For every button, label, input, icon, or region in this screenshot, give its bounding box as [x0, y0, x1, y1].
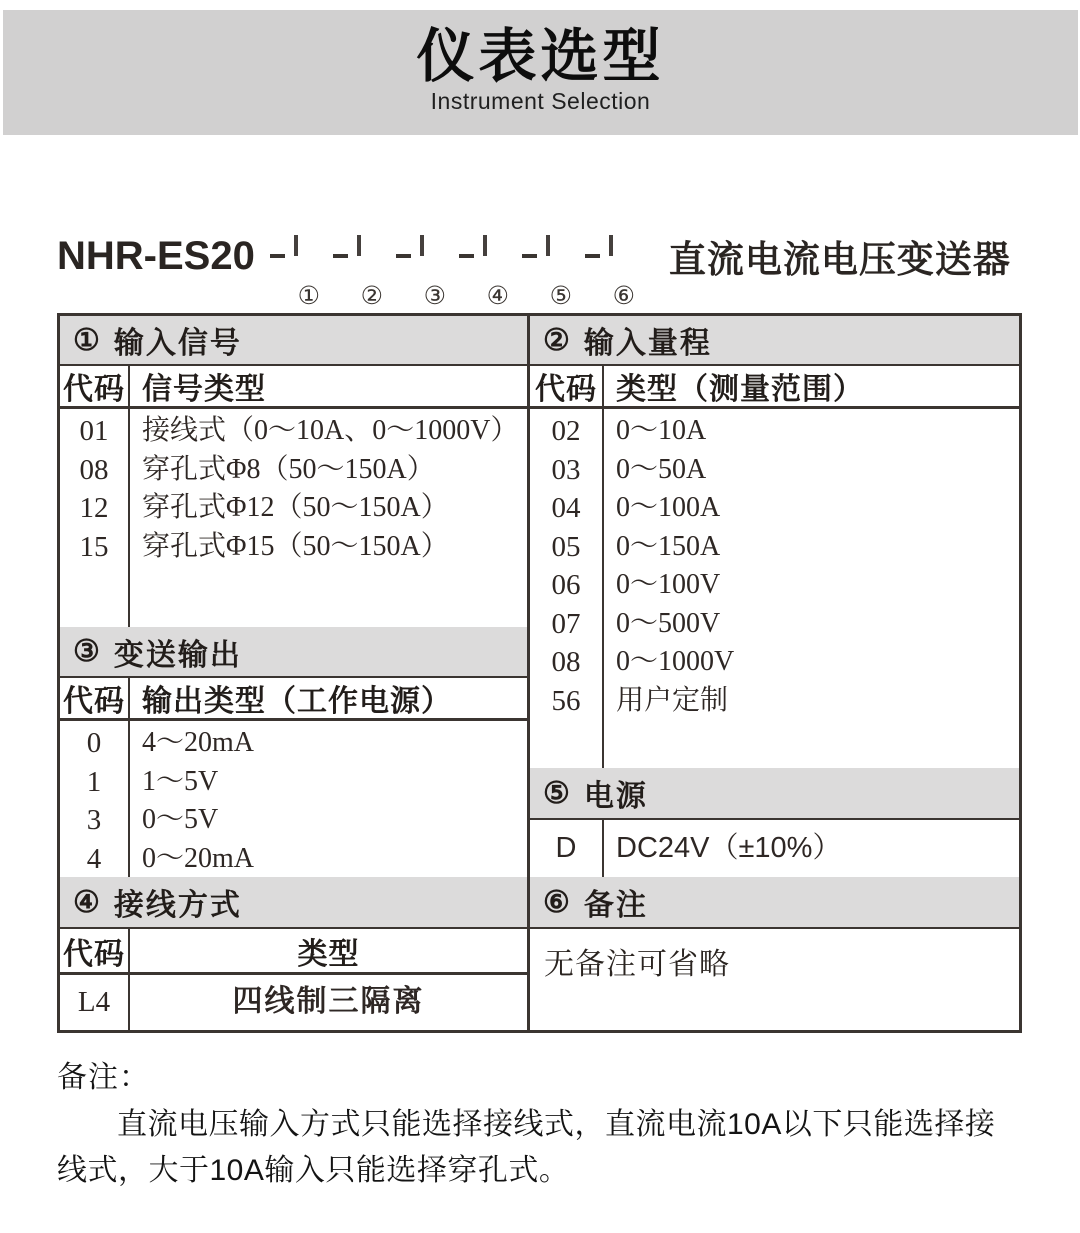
- label-cell: 4～20mA: [142, 727, 255, 758]
- code-cell: 01: [79, 415, 109, 447]
- model-slot-2: [357, 237, 387, 310]
- column-header-type: 类型（测量范围）: [616, 373, 864, 406]
- section-2-title: 输入量程: [583, 327, 712, 360]
- model-prefix: NHR-ES20: [57, 233, 255, 278]
- table-left-column: [60, 316, 530, 1030]
- section-5-number: ⑤: [543, 776, 570, 810]
- section-3-column-headers: [60, 678, 527, 721]
- section-6-number: ⑥: [543, 885, 570, 919]
- dash-separator: [396, 254, 411, 258]
- section-3-labels: [130, 721, 527, 877]
- section-5-codes: [530, 820, 604, 877]
- column-header-code: 代码: [530, 366, 604, 406]
- section-1-header: [60, 316, 527, 366]
- section-2-column-headers: [530, 366, 1019, 409]
- code-cell: 15: [79, 530, 109, 563]
- label-cell: 0～50A: [616, 453, 707, 485]
- label-cell: 1～5V: [142, 765, 219, 797]
- section-5-data: [530, 820, 1019, 877]
- section-4-data: [60, 975, 527, 1030]
- dash-separator: [585, 254, 600, 258]
- dash-separator: [333, 254, 348, 258]
- label-cell: 0～5V: [142, 804, 219, 835]
- footnote-text: 直流电压输入方式只能选择接线式，直流电流10A以下只能选择接线式，大于10A输入只能选择穿孔式。: [57, 1108, 996, 1187]
- model-slot-number: ⑤: [549, 283, 573, 310]
- column-header-code: 代码: [60, 678, 130, 718]
- dash-separator: [522, 254, 537, 258]
- section-6-content: 无备注可省略: [544, 948, 730, 981]
- label-cell: 用户定制: [616, 684, 729, 716]
- label-cell: 0～100V: [616, 569, 721, 600]
- model-slot-box: [483, 235, 487, 256]
- model-slot-1: [294, 237, 324, 310]
- model-slot-6: [609, 237, 639, 310]
- section-4-labels: [130, 975, 527, 1030]
- column-header-type: 信号类型: [142, 373, 266, 406]
- section-3-number: ③: [73, 635, 100, 668]
- column-header-type: 类型: [297, 937, 360, 971]
- section-1-data: [60, 409, 527, 627]
- page-title: 仪表选型: [416, 24, 665, 89]
- section-1-column-headers: [60, 366, 527, 409]
- dash-separator: [459, 254, 474, 258]
- section-4-title: 接线方式: [113, 889, 242, 922]
- label-cell: 接线式（0～10A、0～1000V）: [142, 415, 519, 446]
- code-cell: 07: [551, 607, 581, 640]
- model-code-line: [57, 233, 1011, 310]
- section-3-codes: [60, 721, 130, 877]
- code-cell: 0: [86, 727, 102, 759]
- section-2-number: ②: [543, 323, 570, 357]
- model-slot-3: [420, 237, 450, 310]
- section-3-header: [60, 627, 527, 678]
- label-cell: 穿孔式Φ8（50～150A）: [142, 453, 435, 485]
- footnote-label: 备注：: [57, 1061, 150, 1094]
- model-slot-box: [609, 235, 613, 256]
- section-2-header: [530, 316, 1019, 366]
- label-cell: 0～1000V: [616, 646, 735, 677]
- code-cell: 08: [551, 646, 581, 678]
- code-cell: L4: [77, 986, 111, 1018]
- section-5-header: [530, 768, 1019, 820]
- label-cell: 穿孔式Φ12（50～150A）: [142, 492, 449, 523]
- section-5-labels: [604, 820, 1019, 877]
- section-1-labels: [130, 409, 527, 627]
- label-cell: 0～20mA: [142, 842, 255, 874]
- label-cell: DC24V（±10%）: [616, 832, 842, 864]
- footnote: [57, 1058, 1015, 1194]
- code-cell: 1: [86, 765, 102, 798]
- page-banner: [3, 10, 1078, 135]
- page-subtitle: Instrument Selection: [430, 88, 651, 114]
- model-slot-number: ②: [360, 283, 384, 310]
- model-slot-5: [546, 237, 576, 310]
- selection-table: [57, 313, 1022, 1033]
- section-2-labels: [604, 409, 1019, 768]
- section-4-column-headers: [60, 929, 527, 975]
- label-cell: 穿孔式Φ15（50～150A）: [142, 530, 449, 562]
- table-right-column: [530, 316, 1019, 1030]
- model-slot-box: [420, 235, 424, 256]
- section-1-codes: [60, 409, 130, 627]
- code-cell: 06: [551, 569, 581, 601]
- dash-separator: [270, 254, 285, 258]
- label-cell: 0～100A: [616, 492, 721, 523]
- code-cell: 05: [551, 530, 581, 563]
- model-slot-box: [294, 235, 298, 256]
- section-4-header: [60, 877, 527, 929]
- section-2-data: [530, 409, 1019, 768]
- label-cell: 0～10A: [616, 415, 707, 446]
- label-cell: 0～500V: [616, 607, 721, 639]
- code-cell: 08: [79, 453, 109, 486]
- label-cell: 0～150A: [616, 530, 721, 562]
- column-header-type: 输出类型（工作电源）: [142, 685, 452, 718]
- model-slot-number: ①: [297, 283, 321, 310]
- model-slot-number: ④: [486, 283, 510, 310]
- code-cell: 3: [86, 804, 102, 836]
- code-cell: 04: [551, 492, 581, 524]
- model-slot-4: [483, 237, 513, 310]
- section-3-data: [60, 721, 527, 877]
- model-slot-box: [546, 235, 550, 256]
- label-cell: 四线制三隔离: [232, 985, 425, 1018]
- model-slot-number: ③: [423, 283, 447, 310]
- model-description: 直流电流电压变送器: [668, 240, 1011, 281]
- section-3-title: 变送输出: [113, 638, 242, 672]
- code-cell: D: [555, 832, 577, 864]
- column-header-code: 代码: [60, 366, 130, 406]
- model-slot-number: ⑥: [612, 283, 636, 310]
- section-6-header: [530, 877, 1019, 929]
- section-4-codes: [60, 975, 130, 1030]
- code-cell: 12: [79, 492, 109, 524]
- code-cell: 56: [551, 684, 581, 717]
- model-slot-box: [357, 235, 361, 256]
- section-2-codes: [530, 409, 604, 768]
- section-5-title: 电源: [583, 780, 648, 813]
- code-cell: 02: [551, 415, 581, 447]
- section-4-number: ④: [73, 885, 100, 919]
- code-cell: 4: [86, 842, 102, 875]
- section-1-number: ①: [73, 323, 100, 357]
- code-cell: 03: [551, 453, 581, 486]
- section-6-title: 备注: [583, 889, 648, 922]
- section-1-title: 输入信号: [113, 327, 242, 360]
- column-header-code: 代码: [60, 929, 130, 972]
